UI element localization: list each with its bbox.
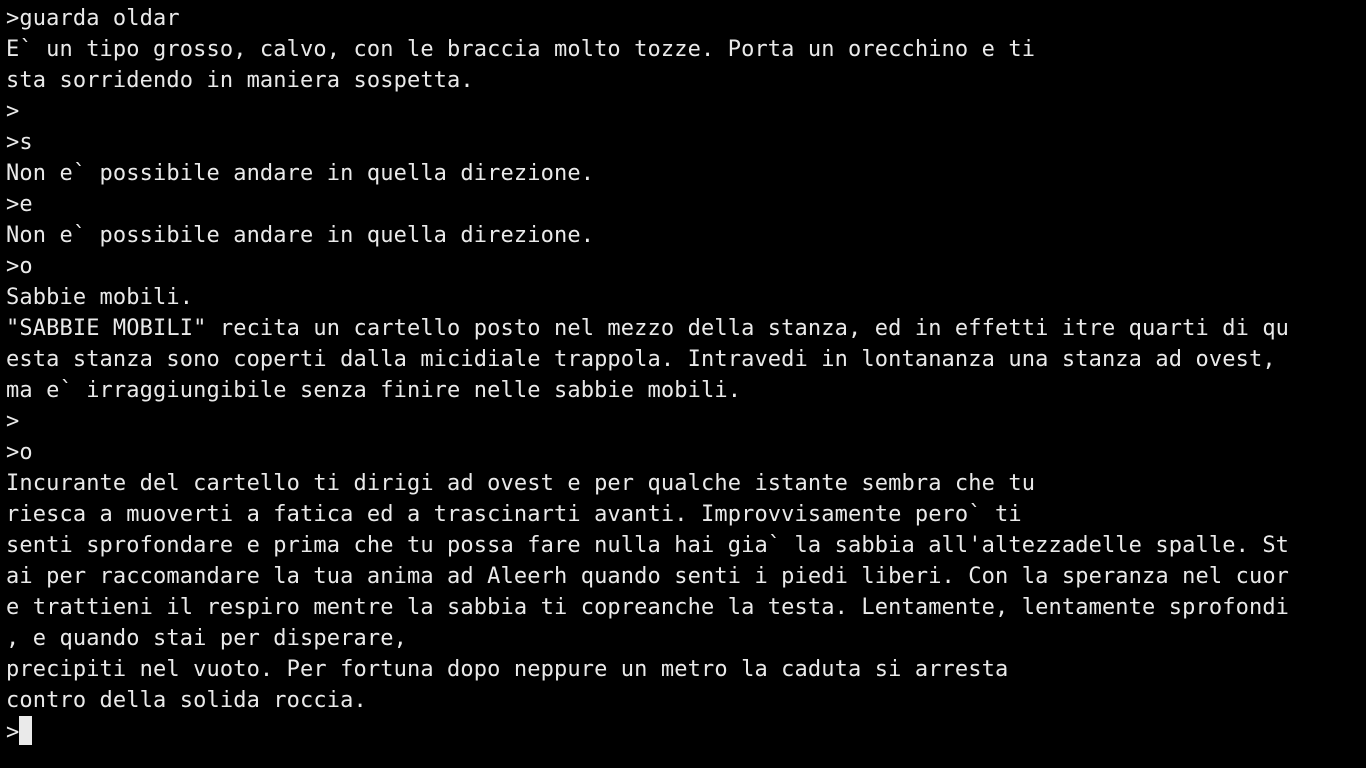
- text-cursor: [19, 716, 32, 745]
- output-line-19: ai per raccomandare la tua anima ad Aleerh quando senti i piedi liberi. Con la speranza nel cuor: [6, 564, 1290, 589]
- output-line-8: Non e` possibile andare in quella direzione.: [6, 223, 595, 248]
- output-line-1: >guarda oldar: [6, 6, 180, 31]
- command-input-line[interactable]: [6, 716, 1366, 747]
- output-line-18: senti sprofondare e prima che tu possa fare nulla hai gia` la sabbia all'altezzadelle spalle. St: [6, 533, 1290, 558]
- output-line-15: >o: [6, 440, 33, 465]
- output-line-21: , e quando stai per disperare,: [6, 626, 407, 651]
- output-line-11: "SABBIE MOBILI" recita un cartello posto nel mezzo della stanza, ed in effetti itre quarti di qu: [6, 316, 1290, 341]
- output-line-6: Non e` possibile andare in quella direzione.: [6, 161, 595, 186]
- output-line-22: precipiti nel vuoto. Per fortuna dopo neppure un metro la caduta si arresta: [6, 657, 1009, 682]
- output-line-12: esta stanza sono coperti dalla micidiale trappola. Intravedi in lontananza una stanza ad ovest,: [6, 347, 1276, 372]
- output-line-23: contro della solida roccia.: [6, 688, 367, 713]
- output-line-13: ma e` irraggiungibile senza finire nelle sabbie mobili.: [6, 378, 742, 403]
- output-line-7: >e: [6, 192, 33, 217]
- output-line-17: riesca a muoverti a fatica ed a trascinarti avanti. Improvvisamente pero` ti: [6, 502, 1022, 527]
- output-line-9: >o: [6, 254, 33, 279]
- output-line-14: >: [6, 409, 20, 434]
- output-line-16: Incurante del cartello ti dirigi ad ovest e per qualche istante sembra che tu: [6, 471, 1036, 496]
- output-line-5: >s: [6, 130, 33, 155]
- prompt-symbol: >: [6, 720, 20, 745]
- output-line-20: e trattieni il respiro mentre la sabbia ti copreanche la testa. Lentamente, lentamente sprofondi: [6, 595, 1290, 620]
- output-line-2: E` un tipo grosso, calvo, con le braccia molto tozze. Porta un orecchino e ti: [6, 37, 1036, 62]
- output-line-4: >: [6, 99, 20, 124]
- output-line-3: sta sorridendo in maniera sospetta.: [6, 68, 474, 93]
- output-line-10: Sabbie mobili.: [6, 285, 194, 310]
